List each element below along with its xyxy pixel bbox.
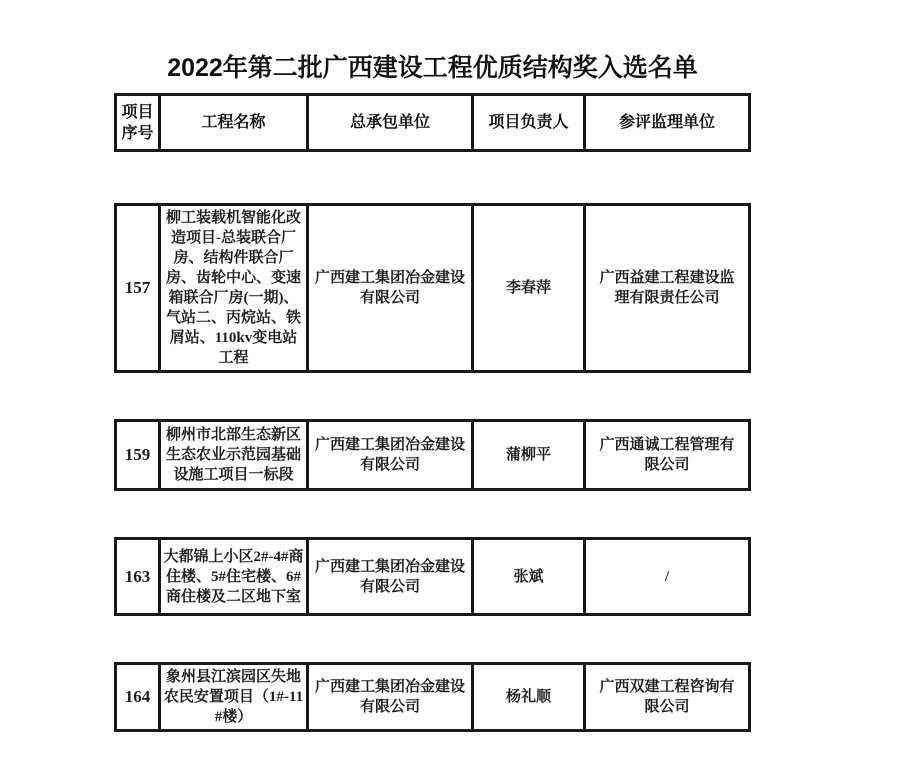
page-title: 2022年第二批广西建设工程优质结构奖入选名单 xyxy=(167,54,698,82)
table-header-row xyxy=(114,93,751,152)
cell-manager: 蒲柳平 xyxy=(474,422,586,488)
cell-contractor: 广西建工集团冶金建设有限公司 xyxy=(309,665,474,729)
awards-table xyxy=(114,93,751,732)
header-contractor: 总承包单位 xyxy=(309,96,474,149)
header-name: 工程名称 xyxy=(161,96,309,149)
table-row xyxy=(114,419,751,491)
cell-manager: 张斌 xyxy=(474,540,586,613)
table-row xyxy=(114,203,751,373)
cell-supervisor: 广西双建工程咨询有限公司 xyxy=(599,679,735,715)
header-manager: 项目负责人 xyxy=(474,96,586,149)
table-row xyxy=(114,662,751,732)
header-supervisor: 参评监理单位 xyxy=(618,114,715,131)
cell-contractor: 广西建工集团冶金建设有限公司 xyxy=(309,422,474,488)
cell-seq: 164 xyxy=(117,665,161,729)
cell-seq: 163 xyxy=(117,540,161,613)
header-seq: 项目序号 xyxy=(117,96,161,149)
cell-name: 大都锦上小区2#-4#商住楼、5#住宅楼、6#商住楼及二区地下室 xyxy=(161,540,309,613)
table-row xyxy=(114,537,751,616)
cell-manager: 杨礼顺 xyxy=(474,665,586,729)
cell-supervisor: / xyxy=(664,568,670,585)
cell-supervisor: 广西益建工程建设监理有限责任公司 xyxy=(599,270,735,306)
cell-supervisor: 广西通诚工程管理有限公司 xyxy=(599,437,735,473)
cell-seq: 157 xyxy=(117,206,161,370)
cell-seq: 159 xyxy=(117,422,161,488)
cell-contractor: 广西建工集团冶金建设有限公司 xyxy=(309,206,474,370)
cell-name: 柳州市北部生态新区生态农业示范园基础设施工项目一标段 xyxy=(161,422,309,488)
cell-name: 柳工装载机智能化改造项目-总装联合厂房、结构件联合厂房、齿轮中心、变速箱联合厂房(一期)、气站二、丙烷站、铁屑站、110kv变电站工程 xyxy=(161,206,309,370)
cell-name: 象州县江滨园区失地农民安置项目（1#-11#楼） xyxy=(161,665,309,729)
awards-document xyxy=(114,0,751,732)
cell-contractor: 广西建工集团冶金建设有限公司 xyxy=(309,540,474,613)
cell-manager: 李春萍 xyxy=(474,206,586,370)
